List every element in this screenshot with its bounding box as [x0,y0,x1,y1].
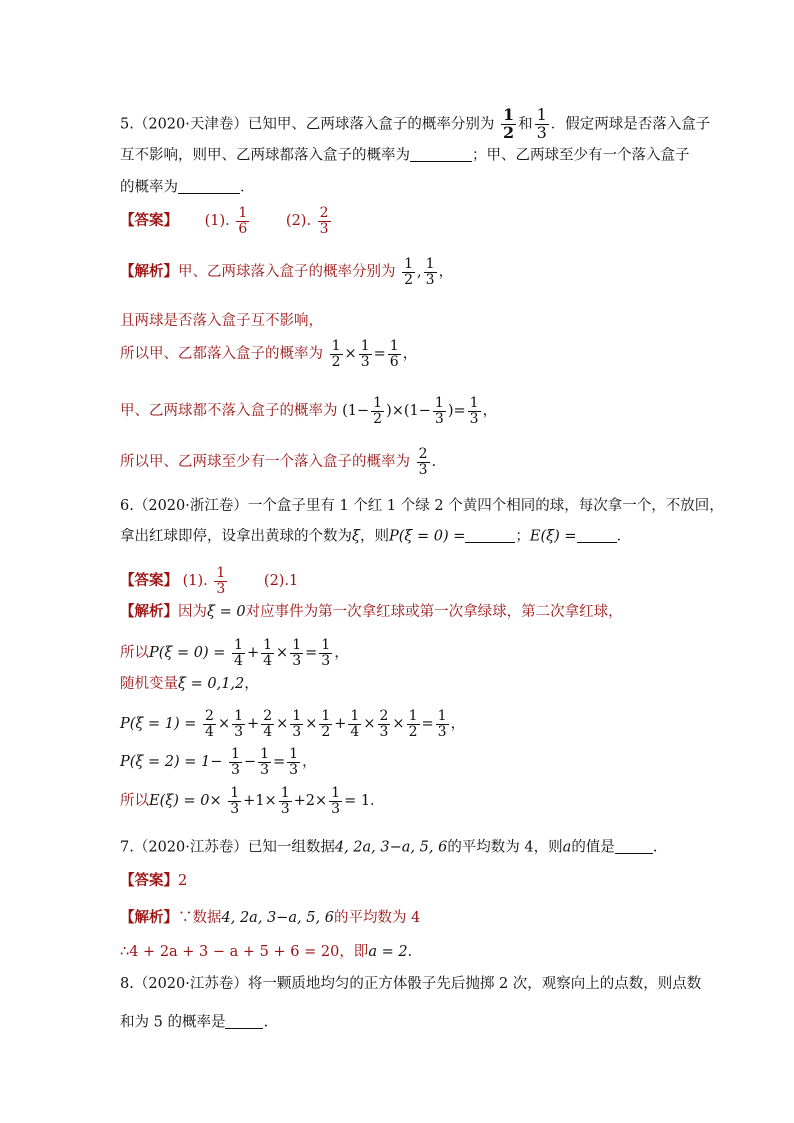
q6-analysis-line-4: P(ξ = 1) = $\frac{2}{4}$ × $\frac{1}{3}$ + $\frac{2}{4}$ × $\frac{1}{3}$ × $\frac{1}{2}$ + $\frac{1}{4}$ × $\frac{2}{3}$ × $\frac{1}{2}$ = $\frac{1}{3}$ ， [120,708,466,740]
q8-blank[interactable] [225,1013,263,1029]
q8-line-1: 8.（2020·江苏卷）将一颗质地均匀的正方体骰子先后抛掷 2 次，观察向上的点数，则点数 [120,976,702,992]
q7-analysis-line-2: ∴4 + 2a + 3 − a + 5 + 6 = 20，即a = 2． [120,944,423,960]
q6-analysis-line-1: 【解析】因为ξ = 0对应事件为第一次拿红球或第一次拿绿球，第二次拿红球， [120,603,623,620]
q6-answer-line: 【答案】 (1). $\frac{1}{3}$ (2).1 [120,565,299,597]
q5-source: （2020·天津卷） [133,116,248,133]
q7-number: 7. [120,839,134,856]
q6-analysis-line-3: 随机变量ξ = 0,1,2， [120,676,259,692]
q5-analysis-line-4: 甲、乙两球都不落入盒子的概率为 (1− $\frac{1}{2}$ )×(1− $\frac{1}{3}$ )= $\frac{1}{3}$ ， [120,395,498,427]
q5-fraction-half: $\frac{1}{2}$ [502,105,515,142]
q7-blank[interactable] [615,838,653,854]
q6-line-1: 6.（2020·浙江卷）一个盒子里有 1 个红 1 个绿 2 个黄四个相同的球，每次拿一个，不放回， [120,498,724,514]
q7-analysis-line-1: 【解析】∵数据4, 2a, 3−a, 5, 6的平均数为 4 [120,909,421,926]
q7-answer-line: 【答案】2 [120,872,188,889]
q7-source: （2020·江苏卷） [133,839,248,856]
analysis-marker: 【解析】 [120,263,178,281]
q5-blank-1[interactable] [410,146,472,162]
q8-source: （2020·江苏卷） [133,976,248,992]
q5-analysis-line-1: 【解析】甲、乙两球落入盒子的概率分别为 $\frac{1}{2}$ , $\frac{1}{3}$ ， [120,256,454,288]
q5-analysis-line-2: 且两球是否落入盒子互不影响， [120,313,323,329]
q5-analysis-line-3: 所以甲、乙都落入盒子的概率为 $\frac{1}{2}$ × $\frac{1}{3}$ = $\frac{1}{6}$ ， [120,338,418,370]
q6-blank-1[interactable] [465,527,515,543]
q6-source: （2020·浙江卷） [133,498,248,514]
q6-line-2: 拿出红球即停，设拿出黄球的个数为ξ，则P(ξ = 0) = ；E(ξ) = ． [120,528,632,545]
q5-line-1: 5.（2020·天津卷）已知甲、乙两球落入盒子的概率分别为 $\frac{1}{2}$ 和 $\frac{1}{3}$ ．假定两球是否落入盒子 [120,105,711,142]
q5-blank-2[interactable] [178,178,240,194]
answer-marker: 【答案】 [120,212,178,230]
q5-answer-line: 【答案】 (1). $\frac{1}{6}$ (2). $\frac{2}{3}$ [120,205,329,237]
q6-number: 6. [120,498,134,514]
q5-answer-fraction-2: $\frac{2}{3}$ [319,205,329,237]
q7-line-1: 7.（2020·江苏卷）已知一组数据4, 2a, 3−a, 5, 6的平均数为 4，则a的值是 . [120,839,658,856]
q5-answer-fraction-1: $\frac{1}{6}$ [238,205,248,237]
q6-analysis-line-2: 所以P(ξ = 0) = $\frac{1}{4}$ + $\frac{1}{4}$ × $\frac{1}{3}$ = $\frac{1}{3}$ ， [120,637,349,669]
q5-line-3: 的概率为 ． [120,179,255,196]
q8-line-2: 和为 5 的概率是 . [120,1014,269,1031]
q6-blank-2[interactable] [577,527,617,543]
q5-fraction-third: $\frac{1}{3}$ [536,105,547,142]
q8-number: 8. [120,976,134,992]
q6-analysis-line-5: P(ξ = 2) = 1− $\frac{1}{3}$ − $\frac{1}{3}$ = $\frac{1}{3}$ ， [120,746,317,778]
q5-line-2: 互不影响，则甲、乙两球都落入盒子的概率为 ；甲、乙两球至少有一个落入盒子 [120,147,690,164]
q5-analysis-line-5: 所以甲、乙两球至少有一个落入盒子的概率为 $\frac{2}{3}$ . [120,446,437,478]
q5-number: 5. [120,116,134,133]
q6-analysis-line-6: 所以E(ξ) = 0× $\frac{1}{3}$ +1× $\frac{1}{3}$ +2× $\frac{1}{3}$ = 1． [120,785,385,817]
